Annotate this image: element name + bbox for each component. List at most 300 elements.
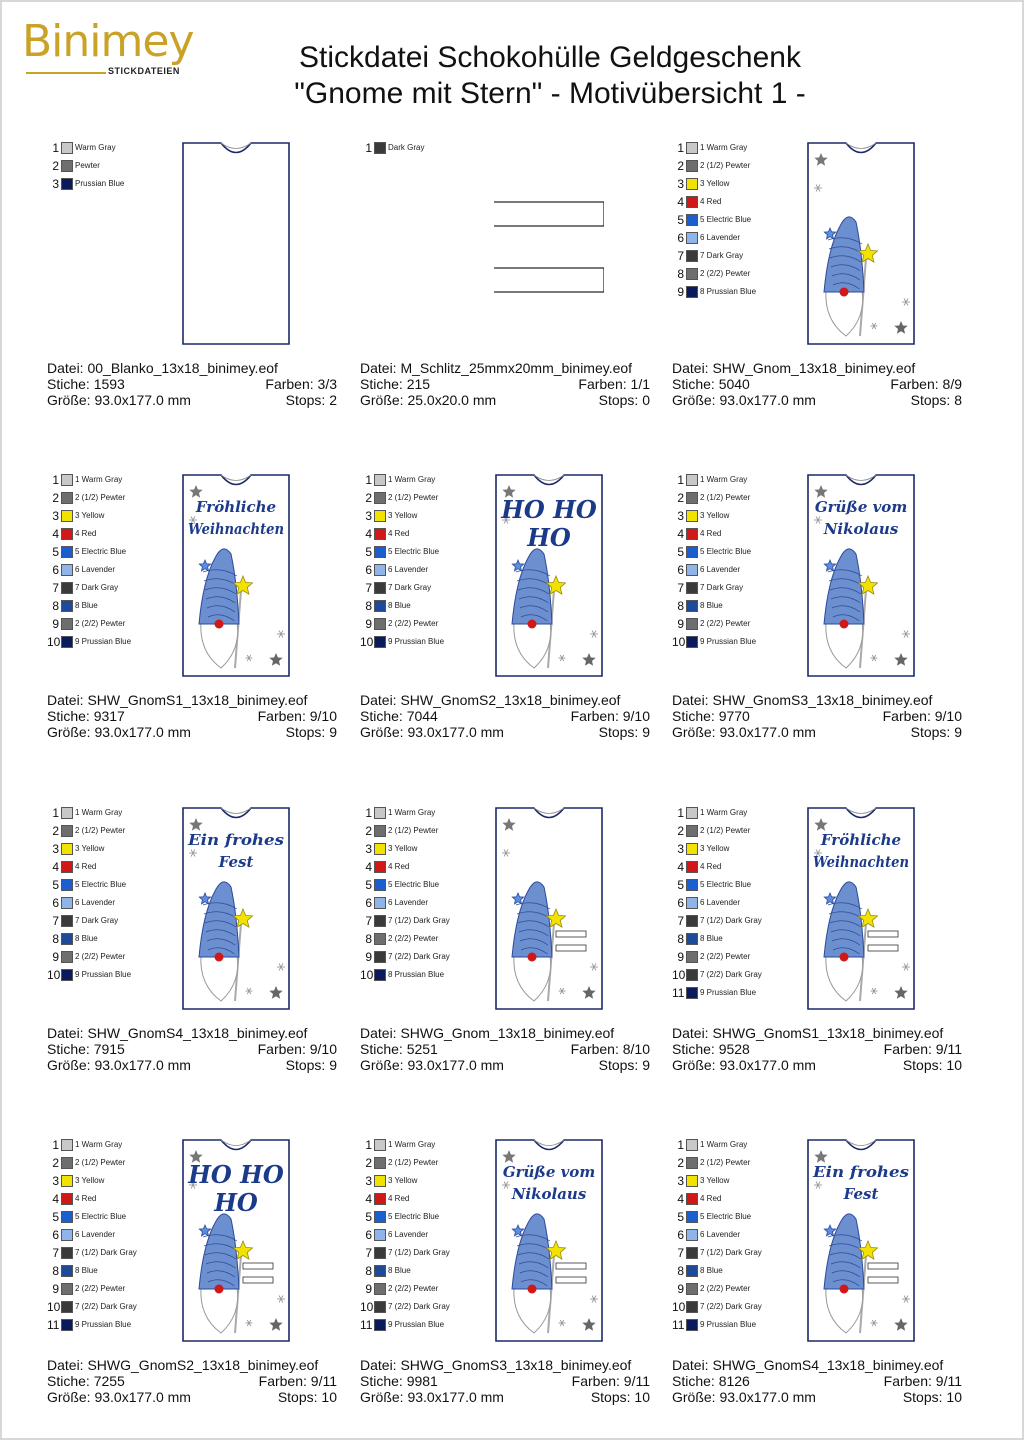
lettering-line-2: Nikolaus bbox=[823, 520, 899, 538]
legend-row bbox=[360, 1281, 480, 1297]
legend-number: 4 bbox=[677, 195, 684, 209]
farben-value: 3/3 bbox=[317, 376, 337, 392]
color-swatch bbox=[686, 196, 698, 208]
color-swatch bbox=[61, 879, 73, 891]
legend-color-name: 2 (2/2) Pewter bbox=[75, 619, 126, 628]
color-swatch bbox=[374, 1319, 386, 1331]
stiche-label: Stiche: bbox=[672, 1373, 715, 1389]
datei-label: Datei: bbox=[672, 692, 709, 708]
legend-row bbox=[672, 1317, 792, 1333]
color-swatch bbox=[686, 528, 698, 540]
legend-number: 6 bbox=[52, 563, 59, 577]
legend-color-name: 2 (2/2) Pewter bbox=[700, 952, 751, 961]
legend-color-name: 9 Prussian Blue bbox=[700, 637, 757, 646]
color-swatch bbox=[374, 618, 386, 630]
lettering-line-2: Weihnachten bbox=[188, 520, 284, 538]
brand-underline bbox=[26, 72, 106, 74]
legend-row bbox=[360, 1155, 480, 1171]
file-name: SHW_Gnom_13x18_binimey.eof bbox=[712, 360, 916, 376]
legend-color-name: 4 Red bbox=[75, 862, 97, 871]
legend-row bbox=[672, 562, 792, 578]
color-swatch bbox=[61, 1229, 73, 1241]
design-preview bbox=[806, 472, 916, 678]
color-swatch bbox=[374, 600, 386, 612]
legend-row bbox=[672, 230, 792, 246]
colors-count bbox=[571, 708, 650, 724]
legend-row bbox=[360, 140, 480, 156]
legend-number: 1 bbox=[677, 806, 684, 820]
legend-number: 9 bbox=[52, 1282, 59, 1296]
color-swatch bbox=[374, 807, 386, 819]
legend-color-name: 9 Prussian Blue bbox=[75, 970, 132, 979]
legend-row bbox=[360, 616, 480, 632]
stitch-count: 7255 bbox=[93, 1373, 125, 1389]
legend-color-name: 4 Red bbox=[75, 529, 97, 538]
legend-color-name: 2 (1/2) Pewter bbox=[75, 826, 126, 835]
legend-row bbox=[672, 1191, 792, 1207]
color-swatch bbox=[374, 510, 386, 522]
legend-row bbox=[672, 212, 792, 228]
stitches-row bbox=[360, 708, 650, 724]
legend-color-name: Warm Gray bbox=[75, 143, 116, 152]
legend-number: 7 bbox=[52, 1246, 59, 1260]
farben-value: 9/11 bbox=[935, 1041, 962, 1057]
file-name-row bbox=[360, 1025, 650, 1041]
legend-row bbox=[672, 1155, 792, 1171]
datei-label: Datei: bbox=[47, 692, 84, 708]
color-swatch bbox=[61, 546, 73, 558]
legend-row bbox=[47, 1245, 167, 1261]
farben-label: Farben: bbox=[571, 1373, 620, 1389]
motif-card bbox=[360, 805, 660, 1105]
color-swatch bbox=[374, 1265, 386, 1277]
legend-color-name: 3 Yellow bbox=[700, 511, 730, 520]
legend-color-name: 9 Prussian Blue bbox=[75, 1320, 132, 1329]
size-value: 93.0x177.0 mm bbox=[719, 392, 816, 408]
groesse-label: Größe: bbox=[47, 1389, 91, 1405]
stitches-row bbox=[47, 1373, 337, 1389]
groesse-label: Größe: bbox=[47, 724, 91, 740]
legend-row bbox=[360, 1191, 480, 1207]
legend-color-name: 4 Red bbox=[700, 862, 722, 871]
legend-number: 6 bbox=[365, 1228, 372, 1242]
color-swatch bbox=[686, 825, 698, 837]
file-info bbox=[360, 692, 650, 740]
legend-number: 2 bbox=[52, 159, 59, 173]
legend-row bbox=[47, 931, 167, 947]
lettering-line-1: Fröhliche bbox=[820, 831, 902, 849]
farben-value: 9/10 bbox=[622, 708, 650, 724]
datei-label: Datei: bbox=[47, 360, 84, 376]
legend-number: 7 bbox=[52, 914, 59, 928]
gnome-nose bbox=[528, 953, 537, 962]
color-swatch bbox=[374, 1193, 386, 1205]
slot-outline bbox=[868, 1277, 898, 1283]
lettering-line-1: Ein frohes bbox=[811, 1163, 910, 1181]
motif-card bbox=[672, 472, 972, 772]
design-preview-graphic bbox=[181, 140, 291, 346]
legend-row bbox=[360, 1137, 480, 1153]
stitch-count: 7044 bbox=[406, 708, 438, 724]
design-preview-graphic bbox=[494, 1137, 604, 1343]
legend-row bbox=[47, 562, 167, 578]
legend-number: 6 bbox=[365, 563, 372, 577]
colors-count bbox=[259, 1373, 337, 1389]
legend-number: 3 bbox=[677, 842, 684, 856]
legend-number: 5 bbox=[52, 878, 59, 892]
stitches-row bbox=[47, 708, 337, 724]
file-name: SHWG_Gnom_13x18_binimey.eof bbox=[400, 1025, 615, 1041]
stops-count bbox=[286, 724, 337, 740]
datei-label: Datei: bbox=[360, 692, 397, 708]
legend-color-name: 1 Warm Gray bbox=[700, 808, 748, 817]
legend-color-name: 7 Dark Gray bbox=[75, 916, 119, 925]
color-swatch bbox=[686, 582, 698, 594]
legend-color-name: 6 Lavender bbox=[388, 898, 429, 907]
stitches-row bbox=[360, 1041, 650, 1057]
slot-outline bbox=[556, 1277, 586, 1283]
color-swatch bbox=[374, 582, 386, 594]
color-swatch bbox=[686, 987, 698, 999]
colors-count bbox=[258, 1041, 337, 1057]
legend-color-name: 7 (2/2) Dark Gray bbox=[700, 970, 762, 979]
legend-row bbox=[360, 823, 480, 839]
groesse-label: Größe: bbox=[672, 1389, 716, 1405]
legend-number: 8 bbox=[365, 599, 372, 613]
legend-number: 10 bbox=[47, 1300, 61, 1314]
legend-color-name: 9 Prussian Blue bbox=[388, 637, 445, 646]
color-swatch bbox=[686, 1175, 698, 1187]
color-swatch bbox=[374, 1229, 386, 1241]
design-preview-graphic bbox=[181, 472, 291, 678]
legend-number: 2 bbox=[365, 824, 372, 838]
stiche-label: Stiche: bbox=[360, 1373, 403, 1389]
legend-row bbox=[47, 895, 167, 911]
legend-number: 6 bbox=[677, 896, 684, 910]
legend-number: 3 bbox=[677, 1174, 684, 1188]
motif-card bbox=[360, 472, 660, 772]
color-swatch bbox=[61, 492, 73, 504]
legend-row bbox=[360, 895, 480, 911]
color-swatch bbox=[686, 1211, 698, 1223]
legend-row bbox=[47, 859, 167, 875]
legend-number: 10 bbox=[672, 1300, 686, 1314]
color-swatch bbox=[61, 807, 73, 819]
legend-row bbox=[47, 823, 167, 839]
legend-color-name: 3 Yellow bbox=[388, 511, 418, 520]
design-preview bbox=[806, 140, 916, 346]
legend-color-name: 8 Blue bbox=[700, 934, 723, 943]
design-preview-graphic bbox=[806, 140, 916, 346]
legend-row bbox=[672, 841, 792, 857]
legend-row bbox=[672, 140, 792, 156]
gnome-nose bbox=[528, 620, 537, 629]
stops-value: 0 bbox=[642, 392, 650, 408]
legend-number: 11 bbox=[672, 986, 685, 1000]
stitch-count: 9981 bbox=[406, 1373, 438, 1389]
stops-count bbox=[599, 724, 650, 740]
legend-row bbox=[360, 562, 480, 578]
color-swatch bbox=[61, 1139, 73, 1151]
legend-color-name: Prussian Blue bbox=[75, 179, 125, 188]
legend-number: 5 bbox=[365, 878, 372, 892]
legend-number: 2 bbox=[52, 491, 59, 505]
groesse-label: Größe: bbox=[672, 392, 716, 408]
legend-row bbox=[360, 1209, 480, 1225]
colors-count bbox=[884, 1373, 962, 1389]
stiche-label: Stiche: bbox=[47, 376, 90, 392]
legend-row bbox=[672, 823, 792, 839]
lettering-line-1: Ein frohes bbox=[186, 831, 285, 849]
color-swatch bbox=[374, 1139, 386, 1151]
color-swatch bbox=[374, 528, 386, 540]
color-swatch bbox=[686, 1139, 698, 1151]
slot-outline bbox=[556, 1263, 586, 1269]
size-row bbox=[360, 724, 650, 740]
legend-color-name: 3 Yellow bbox=[388, 844, 418, 853]
legend-row bbox=[47, 841, 167, 857]
stops-count bbox=[286, 392, 337, 408]
size-value: 93.0x177.0 mm bbox=[407, 724, 504, 740]
color-swatch bbox=[374, 843, 386, 855]
color-swatch bbox=[686, 843, 698, 855]
legend-row bbox=[672, 284, 792, 300]
file-name: SHW_GnomS3_13x18_binimey.eof bbox=[712, 692, 933, 708]
color-swatch bbox=[61, 1301, 73, 1313]
legend-row bbox=[672, 194, 792, 210]
color-swatch bbox=[374, 897, 386, 909]
file-info bbox=[360, 1025, 650, 1073]
legend-row bbox=[47, 1281, 167, 1297]
lettering-line-1: HO HO bbox=[188, 1160, 284, 1189]
color-swatch bbox=[686, 232, 698, 244]
design-preview bbox=[806, 1137, 916, 1343]
design-preview bbox=[181, 472, 291, 678]
legend-row bbox=[47, 805, 167, 821]
color-swatch bbox=[686, 142, 698, 154]
color-swatch bbox=[686, 1247, 698, 1259]
legend-color-name: 5 Electric Blue bbox=[700, 1212, 752, 1221]
legend-row bbox=[672, 1245, 792, 1261]
stops-count bbox=[599, 392, 650, 408]
legend-number: 6 bbox=[52, 896, 59, 910]
stops-value: 9 bbox=[329, 724, 337, 740]
design-preview-graphic bbox=[806, 1137, 916, 1343]
legend-number: 1 bbox=[677, 141, 684, 155]
legend-number: 6 bbox=[677, 563, 684, 577]
slot-outline bbox=[868, 945, 898, 951]
legend-number: 10 bbox=[47, 635, 61, 649]
legend-number: 2 bbox=[365, 1156, 372, 1170]
stitch-count: 9528 bbox=[718, 1041, 750, 1057]
color-swatch bbox=[686, 178, 698, 190]
color-swatch bbox=[686, 969, 698, 981]
file-name: SHWG_GnomS2_13x18_binimey.eof bbox=[87, 1357, 319, 1373]
lettering-line-2: Fest bbox=[218, 853, 254, 871]
color-swatch bbox=[686, 510, 698, 522]
color-swatch bbox=[61, 1283, 73, 1295]
gnome-nose bbox=[840, 953, 849, 962]
legend-row bbox=[47, 472, 167, 488]
color-swatch bbox=[686, 636, 698, 648]
stitch-count: 8126 bbox=[718, 1373, 750, 1389]
stitches-row bbox=[47, 1041, 337, 1057]
legend-number: 8 bbox=[365, 1264, 372, 1278]
size-row bbox=[360, 392, 650, 408]
color-swatch bbox=[61, 160, 73, 172]
file-name-row bbox=[360, 1357, 650, 1373]
color-swatch bbox=[374, 825, 386, 837]
farben-value: 9/10 bbox=[934, 708, 962, 724]
stops-count bbox=[911, 392, 962, 408]
sleeve-outline bbox=[183, 143, 289, 344]
size-value: 25.0x20.0 mm bbox=[407, 392, 497, 408]
legend-row bbox=[672, 1263, 792, 1279]
stops-count bbox=[278, 1389, 337, 1405]
file-info bbox=[360, 1357, 650, 1405]
design-preview bbox=[494, 1137, 604, 1343]
legend-number: 5 bbox=[677, 213, 684, 227]
file-info bbox=[47, 1025, 337, 1073]
datei-label: Datei: bbox=[47, 1025, 84, 1041]
color-swatch bbox=[374, 1157, 386, 1169]
farben-label: Farben: bbox=[570, 708, 619, 724]
color-swatch bbox=[61, 618, 73, 630]
legend-row bbox=[47, 490, 167, 506]
color-swatch bbox=[61, 1211, 73, 1223]
slot-outline bbox=[868, 931, 898, 937]
file-name-row bbox=[47, 1025, 337, 1041]
stops-count bbox=[599, 1057, 650, 1073]
legend-color-name: 2 (1/2) Pewter bbox=[75, 1158, 126, 1167]
legend-row bbox=[360, 913, 480, 929]
page-title bbox=[200, 40, 900, 112]
stiche-label: Stiche: bbox=[360, 376, 403, 392]
legend-number: 1 bbox=[677, 1138, 684, 1152]
size-value: 93.0x177.0 mm bbox=[719, 1057, 816, 1073]
stops-value: 10 bbox=[321, 1389, 337, 1405]
groesse-label: Größe: bbox=[360, 1389, 404, 1405]
legend-row bbox=[672, 472, 792, 488]
legend-row bbox=[672, 176, 792, 192]
legend-row bbox=[672, 859, 792, 875]
legend-color-name: 7 (2/2) Dark Gray bbox=[388, 1302, 450, 1311]
legend-number: 2 bbox=[52, 1156, 59, 1170]
legend-number: 7 bbox=[365, 1246, 372, 1260]
color-swatch bbox=[686, 879, 698, 891]
slot-outline bbox=[494, 202, 604, 226]
legend-row bbox=[47, 1209, 167, 1225]
design-preview-graphic bbox=[806, 805, 916, 1011]
datei-label: Datei: bbox=[360, 1357, 397, 1373]
legend-color-name: 3 Yellow bbox=[75, 511, 105, 520]
stiche-label: Stiche: bbox=[47, 1373, 90, 1389]
legend-number: 8 bbox=[52, 599, 59, 613]
slot-outline bbox=[556, 945, 586, 951]
legend-color-name: 5 Electric Blue bbox=[75, 880, 127, 889]
legend-number: 6 bbox=[677, 1228, 684, 1242]
file-name-row bbox=[672, 1357, 962, 1373]
datei-label: Datei: bbox=[672, 1357, 709, 1373]
color-swatch bbox=[61, 600, 73, 612]
legend-color-name: 5 Electric Blue bbox=[388, 880, 440, 889]
stops-count bbox=[903, 1057, 962, 1073]
legend-number: 1 bbox=[365, 806, 372, 820]
legend-row bbox=[672, 949, 792, 965]
legend-number: 3 bbox=[52, 177, 59, 191]
stops-value: 10 bbox=[634, 1389, 650, 1405]
size-value: 93.0x177.0 mm bbox=[94, 392, 191, 408]
farben-label: Farben: bbox=[578, 376, 627, 392]
file-name: SHWG_GnomS3_13x18_binimey.eof bbox=[400, 1357, 632, 1373]
legend-color-name: 3 Yellow bbox=[700, 1176, 730, 1185]
color-swatch bbox=[686, 474, 698, 486]
stitches-row bbox=[672, 1373, 962, 1389]
legend-row bbox=[360, 490, 480, 506]
legend-number: 2 bbox=[677, 491, 684, 505]
legend-color-name: 1 Warm Gray bbox=[75, 475, 123, 484]
legend-number: 4 bbox=[365, 1192, 372, 1206]
color-swatch bbox=[686, 214, 698, 226]
legend-row bbox=[672, 580, 792, 596]
legend-number: 1 bbox=[677, 473, 684, 487]
legend-color-name: 2 (1/2) Pewter bbox=[700, 826, 751, 835]
legend-color-name: 6 Lavender bbox=[75, 565, 116, 574]
legend-number: 8 bbox=[677, 599, 684, 613]
legend-number: 5 bbox=[677, 1210, 684, 1224]
legend-row bbox=[672, 1227, 792, 1243]
legend-row bbox=[47, 634, 167, 650]
farben-value: 8/10 bbox=[622, 1041, 650, 1057]
legend-number: 1 bbox=[52, 141, 59, 155]
color-swatch bbox=[686, 618, 698, 630]
legend-number: 2 bbox=[677, 824, 684, 838]
legend-color-name: 8 Prussian Blue bbox=[700, 287, 757, 296]
legend-number: 10 bbox=[47, 968, 61, 982]
stops-value: 9 bbox=[642, 724, 650, 740]
color-swatch bbox=[686, 1229, 698, 1241]
file-name: M_Schlitz_25mmx20mm_binimey.eof bbox=[400, 360, 633, 376]
legend-number: 2 bbox=[365, 491, 372, 505]
size-row bbox=[672, 392, 962, 408]
legend-color-name: 6 Lavender bbox=[75, 1230, 116, 1239]
legend-color-name: 8 Blue bbox=[75, 1266, 98, 1275]
stops-label: Stops: bbox=[277, 1389, 318, 1405]
farben-value: 9/10 bbox=[309, 708, 337, 724]
color-swatch bbox=[686, 546, 698, 558]
design-preview bbox=[181, 805, 291, 1011]
color-swatch bbox=[686, 915, 698, 927]
color-swatch bbox=[61, 564, 73, 576]
legend-number: 10 bbox=[672, 635, 686, 649]
legend-row bbox=[47, 949, 167, 965]
color-swatch bbox=[686, 951, 698, 963]
legend-row bbox=[47, 1173, 167, 1189]
color-swatch bbox=[374, 969, 386, 981]
file-info bbox=[672, 692, 962, 740]
color-swatch bbox=[686, 268, 698, 280]
legend-row bbox=[360, 805, 480, 821]
legend-row bbox=[360, 841, 480, 857]
lettering-line-2: HO bbox=[527, 523, 571, 552]
stops-count bbox=[591, 1389, 650, 1405]
stops-value: 2 bbox=[329, 392, 337, 408]
stiche-label: Stiche: bbox=[47, 1041, 90, 1057]
color-swatch bbox=[374, 636, 386, 648]
legend-number: 6 bbox=[677, 231, 684, 245]
slot-outline bbox=[494, 268, 604, 292]
legend-number: 3 bbox=[677, 177, 684, 191]
